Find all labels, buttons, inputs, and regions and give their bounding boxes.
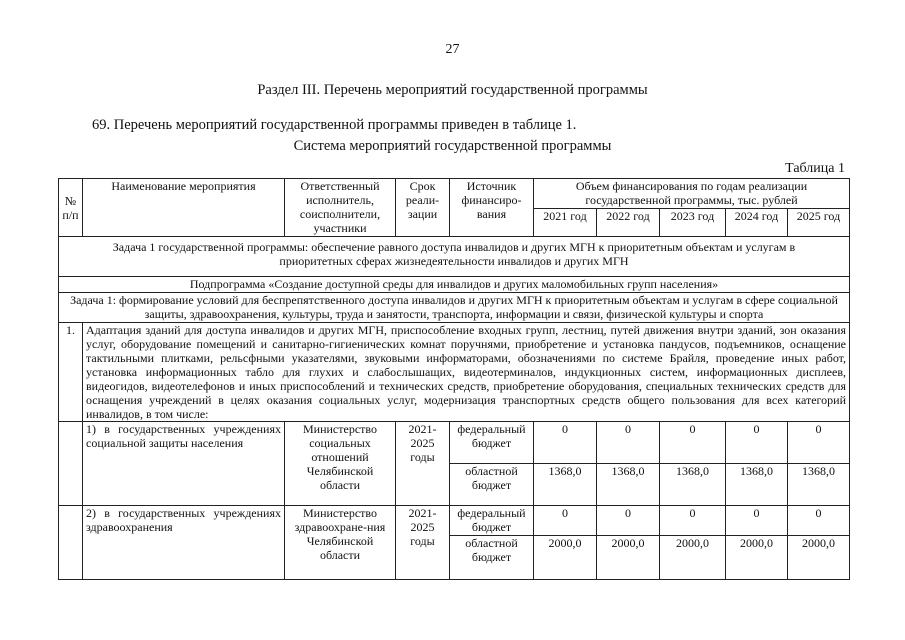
value-cell: 1368,0: [660, 464, 726, 506]
row-name: 2) в государственных учреждениях здравоохранения: [83, 506, 285, 580]
value-cell: 0: [788, 422, 850, 464]
value-cell: 0: [597, 422, 660, 464]
value-cell: 0: [788, 506, 850, 536]
value-cell: 2000,0: [534, 536, 597, 580]
page-number: 27: [445, 42, 460, 57]
measures-table: [58, 178, 850, 580]
row-source: областной бюджет: [450, 536, 534, 580]
row-source: областной бюджет: [450, 464, 534, 506]
value-cell: 0: [726, 422, 788, 464]
value-cell: 1368,0: [726, 464, 788, 506]
header-term: Срок реали-зации: [396, 179, 450, 237]
system-title: Система мероприятий государственной программы: [293, 138, 612, 154]
value-cell: 0: [660, 422, 726, 464]
row-source: федеральный бюджет: [450, 422, 534, 464]
header-funding: Объем финансирования по годам реализации государственной программы, тыс. рублей: [534, 179, 850, 209]
value-cell: 0: [726, 506, 788, 536]
item-number: 1.: [59, 323, 83, 422]
header-year: 2024 год: [726, 209, 788, 237]
value-cell: 1368,0: [788, 464, 850, 506]
header-responsible: Ответственный исполнитель, соисполнители, участники: [285, 179, 396, 237]
value-cell: 2000,0: [788, 536, 850, 580]
row-term: 2021-2025 годы: [396, 506, 450, 580]
row-source: федеральный бюджет: [450, 506, 534, 536]
item-description: Адаптация зданий для доступа инвалидов и других МГН, приспособление входных групп, лестниц, путей движения внутри зданий, зон оказания услуг, оборудование помещений и санитарно-гигиенических комнат поручнями, приобретение и установка пандусов, подъемников, оснащение тактильными плитками, рельсфными указателями, звуковыми информаторами, обозначениями по системе Брайля, проведение иных работ, установка информационных табло для глухих и слабослышащих, видеотерминалов, индукционных систем, информационных дисплеев, видеогидов, видеотелефонов и иных приспособлений и технических средств, приобретение оборудования, специальных технических средств для оснащения учреждений в целях оказания социальных услуг, модернизация транспортных средств общего пользования для всех категорий инвалидов, в том числе:: [83, 323, 850, 422]
row-num-empty: [59, 422, 83, 506]
intro-paragraph: 69. Перечень мероприятий государственной программы приведен в таблице 1.: [92, 117, 577, 133]
task-sub-row: Задача 1: формирование условий для беспрепятственного доступа инвалидов и других МГН к приоритетным объектам и услугам в сфере социальной защиты, здравоохранения, культуры, труда и занятости, транспорта, информации и связи, физической культуры и спорта: [59, 293, 850, 323]
value-cell: 1368,0: [534, 464, 597, 506]
subprogram-row: Подпрограмма «Создание доступной среды для инвалидов и других маломобильных групп населения»: [59, 277, 850, 293]
value-cell: 0: [534, 422, 597, 464]
value-cell: 0: [597, 506, 660, 536]
row-name: 1) в государственных учреждениях социальной защиты населения: [83, 422, 285, 506]
row-term: 2021-2025 годы: [396, 422, 450, 506]
table-label: Таблица 1: [785, 161, 845, 176]
row-responsible: Министерство социальных отношений Челябинской области: [285, 422, 396, 506]
row-num-empty: [59, 506, 83, 580]
header-year: 2022 год: [597, 209, 660, 237]
task-gp-row: Задача 1 государственной программы: обеспечение равного доступа инвалидов и других МГН к приоритетным объектам и услугам в приоритетных сферах жизнедеятельности инвалидов и других МГН: [59, 237, 850, 277]
row-responsible: Министерство здравоохране-ния Челябинской области: [285, 506, 396, 580]
header-year: 2021 год: [534, 209, 597, 237]
value-cell: 2000,0: [726, 536, 788, 580]
value-cell: 0: [660, 506, 726, 536]
header-year: 2025 год: [788, 209, 850, 237]
value-cell: 2000,0: [660, 536, 726, 580]
value-cell: 1368,0: [597, 464, 660, 506]
value-cell: 2000,0: [597, 536, 660, 580]
header-num: № п/п: [59, 179, 83, 237]
header-source: Источник финансиро-вания: [450, 179, 534, 237]
section-title: Раздел III. Перечень мероприятий государственной программы: [257, 82, 648, 98]
value-cell: 0: [534, 506, 597, 536]
header-name: Наименование мероприятия: [83, 179, 285, 237]
header-year: 2023 год: [660, 209, 726, 237]
